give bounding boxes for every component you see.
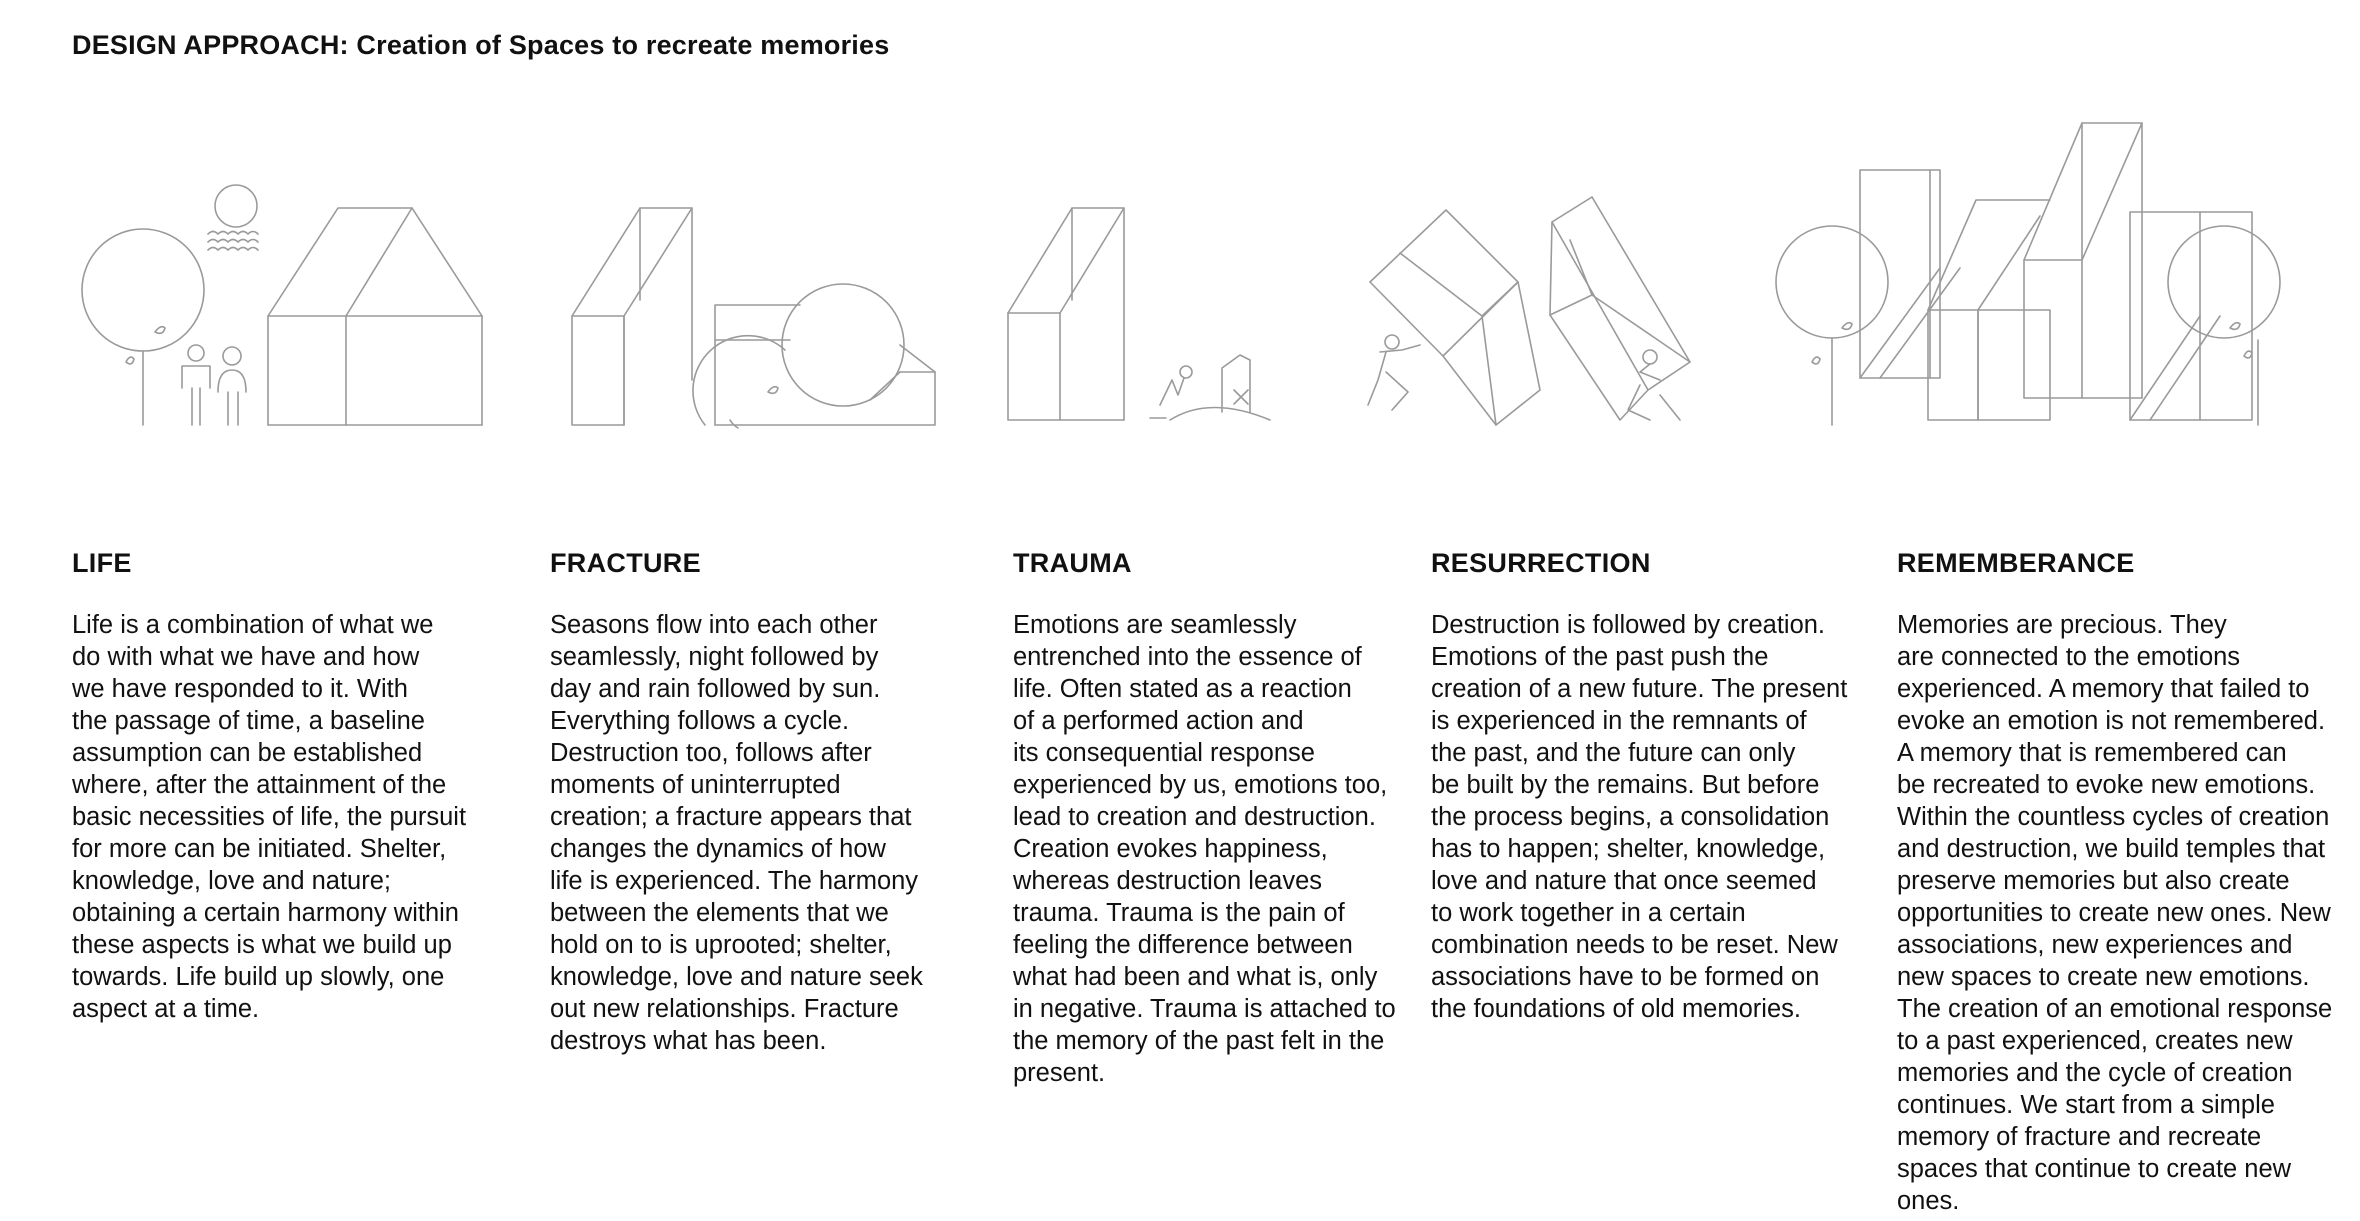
- stage-heading: TRAUMA: [1013, 548, 1132, 578]
- stage-description: Seasons flow into each other seamlessly, night followed by day and rain followed by sun. Everything follows a cycle. Destruction too, follows after moments of uninterrupted creation; a fracture appears that changes the dynamics of how life is experienced. The harmony between the elements that we hold on to is uprooted; shelter, knowledge, love and nature seek out new relationships. Fracture destroys what has been.: [550, 611, 923, 1055]
- fractured-blocks-icon: [572, 208, 935, 428]
- stage-description: Destruction is followed by creation. Emotions of the past push the creation of a new future. The present is experienced in the remnants of the past, and the future can only be built by the remains. But before the process begins, a consolidation has to happen; shelter, knowledge, love and nature that once seemed to work together in a certain combination needs to be reset. New associations have to be formed on the foundations of old memories.: [1431, 611, 1848, 1023]
- stage-heading: RESURRECTION: [1431, 548, 1651, 578]
- stage-illustrations: [0, 0, 2360, 460]
- stage-heading: LIFE: [72, 548, 132, 578]
- stage-fracture: [550, 548, 923, 1057]
- stage-life: [72, 548, 466, 1025]
- stage-resurrection: [1431, 548, 1847, 1025]
- page-title: DESIGN APPROACH: Creation of Spaces to recreate memories: [72, 30, 890, 60]
- house-tree-family-icon: [82, 185, 482, 425]
- stage-heading: FRACTURE: [550, 548, 701, 578]
- pushing-blocks-icon: [1368, 197, 1690, 425]
- temple-cluster-icon: [1776, 123, 2280, 425]
- stage-heading: REMEMBERANCE: [1897, 548, 2135, 578]
- ruins-figure-icon: [1008, 208, 1270, 420]
- stage-description: Life is a combination of what we do with what we have and how we have responded to it. With the passage of time, a baseline assumption can be established where, after the attainment of the basic necessities of life, the pursuit for more can be initiated. Shelter, knowledge, love and nature; obtaining a certain harmony within these aspects is what we build up towards. Life build up slowly, one aspect at a time.: [72, 611, 467, 1023]
- stage-description: Memories are precious. They are connected to the emotions experienced. A memory that failed to evoke an emotion is not remembered. A memory that is remembered can be recreated to evoke new emotions. Within the countless cycles of creation and destruction, we build temples that preserve memories but also create opportunities to create new ones. New associations, new experiences and new spaces to create new emotions. The creation of an emotional response to a past experienced, creates new memories and the cycle of creation continues. We start from a simple memory of fracture and recreate spaces that continue to create new ones.: [1897, 611, 2333, 1215]
- stage-rememberance: [1897, 548, 2332, 1217]
- stage-trauma: [1013, 548, 1396, 1089]
- stage-description: Emotions are seamlessly entrenched into the essence of life. Often stated as a reaction of a performed action and its consequential response experienced by us, emotions too, lead to creation and destruction. Creation evokes happiness, whereas destruction leaves trauma. Trauma is the pain of feeling the difference between what had been and what is, only in negative. Trauma is attached to the memory of the past felt in the present.: [1013, 611, 1396, 1087]
